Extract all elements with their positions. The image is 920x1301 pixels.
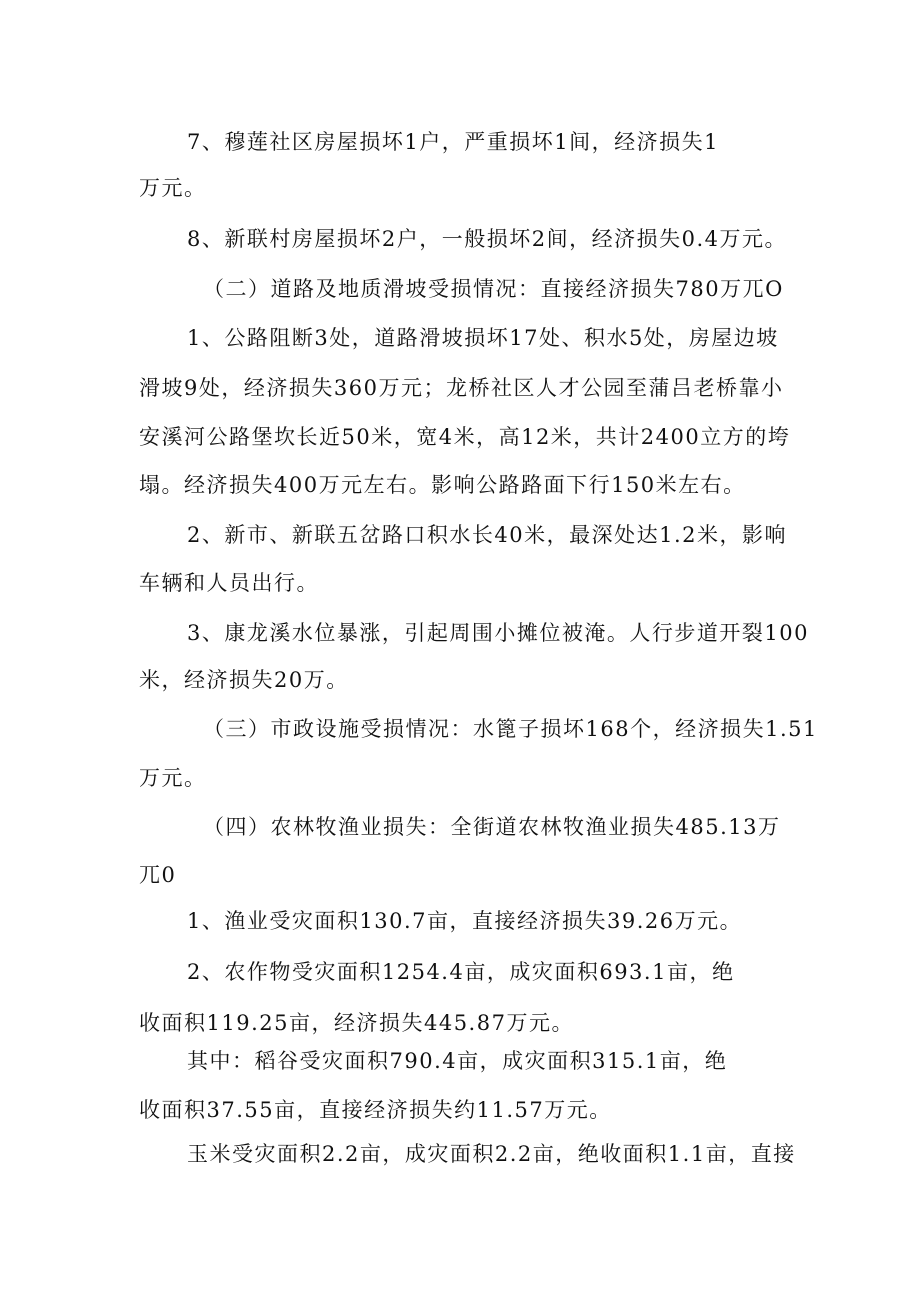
road-item-1-line-2: 滑坡9处，经济损失360万元；龙桥社区人才公园至蒲吕老桥靠小: [139, 376, 784, 400]
section-3-line-2: 万元。: [139, 766, 207, 790]
road-item-1-line-1: 1、公路阻断3处，道路滑坡损坏17处、积水5处，房屋边坡: [187, 326, 779, 350]
rice-line-1: 其中：稻谷受灾面积790.4亩，成灾面积315.1亩，绝: [187, 1049, 728, 1073]
road-item-3-line-1: 3、康龙溪水位暴涨，引起周围小摊位被淹。人行步道开裂100: [187, 621, 809, 645]
para-8: 8、新联村房屋损坏2户，一般损坏2间，经济损失0.4万元。: [187, 227, 787, 251]
road-item-1-line-4: 塌。经济损失400万元左右。影响公路路面下行150米左右。: [139, 473, 746, 497]
rice-line-2: 收面积37.55亩，直接经济损失约11.57万元。: [139, 1098, 612, 1122]
para-7-line-1: 7、穆莲社区房屋损坏1户，严重损坏1间，经济损失1: [187, 130, 719, 154]
para-7-line-2: 万元。: [139, 176, 207, 200]
road-item-1-line-3: 安溪河公路堡坎长近50米，宽4米，高12米，共计2400立方的垮: [139, 425, 791, 449]
section-3-line-1: （三）市政设施受损情况：水篦子损坏168个，经济损失1.51: [203, 717, 818, 741]
road-item-3-line-2: 米，经济损失20万。: [139, 668, 349, 692]
agri-item-2-line-2: 收面积119.25亩，经济损失445.87万元。: [139, 1011, 574, 1035]
section-4-line-2: 兀0: [139, 863, 177, 887]
agri-item-1: 1、渔业受灾面积130.7亩，直接经济损失39.26万元。: [187, 909, 743, 933]
road-item-2-line-1: 2、新市、新联五岔路口积水长40米，最深处达1.2米，影响: [187, 523, 787, 547]
section-4-line-1: （四）农林牧渔业损失：全街道农林牧渔业损失485.13万: [203, 815, 781, 839]
road-item-2-line-2: 车辆和人员出行。: [139, 571, 319, 595]
agri-item-2-line-1: 2、农作物受灾面积1254.4亩，成灾面积693.1亩，绝: [187, 960, 735, 984]
corn-line-1: 玉米受灾面积2.2亩，成灾面积2.2亩，绝收面积1.1亩，直接: [187, 1142, 796, 1166]
section-2-heading: （二）道路及地质滑坡受损情况：直接经济损失780万兀O: [203, 277, 784, 301]
